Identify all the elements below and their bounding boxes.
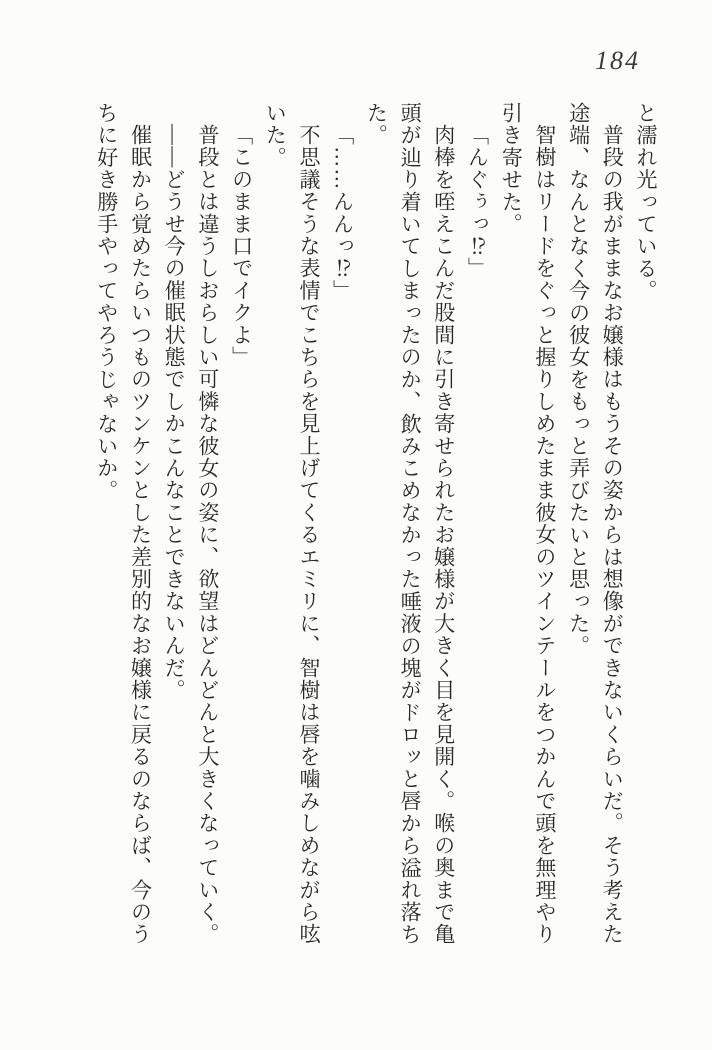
text-line: 不思議そうな表情でこちらを見上げてくるエミリに、智樹は唇を噛みしめながら呟 [296, 124, 321, 946]
text-line: と濡れ光っている。 [634, 102, 658, 302]
text-line: た。 [364, 102, 389, 147]
text-line: 「……んんっ⁉」 [330, 124, 355, 302]
page-number: 184 [595, 46, 640, 75]
text-line: 頭が辿り着いてしまったのか、飲みこめなかった唾液の塊がドロッと唇から溢れ落ち [398, 102, 423, 946]
text-line: ちに好き勝手やってやろうじゃないか。 [94, 102, 119, 502]
vertical-text-block [89, 102, 662, 950]
text-line: 普段の我がままなお嬢様はもうその姿からは想像ができないくらいだ。そう考えた [600, 124, 625, 946]
text-line: 「んぐぅっ⁉」 [465, 124, 490, 280]
text-line: 引き寄せた。 [499, 102, 524, 236]
text-line: 「このまま口でイクよ」 [229, 124, 254, 369]
text-line: 途端、なんとなく今の彼女をもっと弄びたいと思った。 [566, 102, 591, 657]
text-line: 催眠から覚めたらいつものツンケンとした差別的なお嬢様に戻るのならば、今のう [128, 124, 153, 946]
text-line: 普段とは違うしおらしい可憐な彼女の姿に、欲望はどんどんと大きくなっていく。 [195, 124, 220, 946]
text-line: ――どうせ今の催眠状態でしかこんなことできないんだ。 [162, 124, 187, 702]
text-line: いた。 [263, 102, 288, 169]
text-line: 肉棒を咥えこんだ股間に引き寄せられたお嬢様が大きく目を見開く。喉の奥まで亀 [431, 124, 456, 946]
text-line: 智樹はリードをぐっと握りしめたまま彼女のツインテールをつかんで頭を無理やり [532, 124, 557, 946]
